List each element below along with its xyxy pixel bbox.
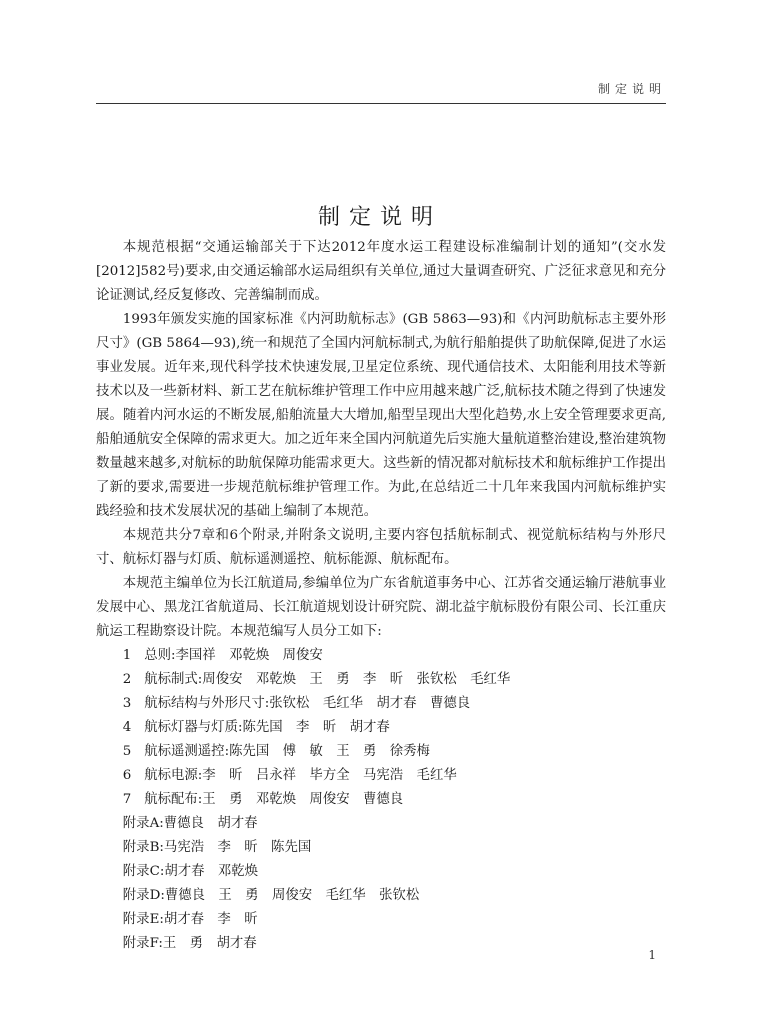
appendix-authors: 附录A:曹德良 胡才春	[122, 816, 258, 831]
appendix-authors: 附录C:胡才春 邓乾焕	[122, 864, 259, 879]
chapter-authors: 航标电源:李 昕 吕永祥 毕方全 马宪浩 毛红华	[144, 768, 457, 783]
paragraph: 本规范根据“交通运输部关于下达2012年度水运工程建设标准编制计划的通知”(交水发[2012]582号)要求,由交通运输部水运局组织有关单位,通过大量调查研究、广泛征求意见和充分论证测试,经反复修改、完善编制而成。	[96, 240, 666, 303]
body-text	[96, 236, 666, 956]
chapter-number: 2	[122, 672, 132, 687]
appendix-authors: 附录D:曹德良 王 勇 周俊安 毛红华 张钦松	[122, 888, 420, 903]
list-item	[96, 788, 666, 812]
page-title: 制定说明	[317, 205, 442, 230]
header-rule	[96, 103, 666, 104]
running-header: 制定说明	[597, 82, 666, 96]
list-item	[96, 644, 666, 668]
list-item	[96, 740, 666, 764]
appendix-authors: 附录F:王 勇 胡才春	[122, 936, 257, 951]
page-number: 1	[648, 948, 656, 962]
paragraph: 本规范共分7章和6个附录,并附条文说明,主要内容包括航标制式、视觉航标结构与外形尺寸、航标灯器与灯质、航标遥测遥控、航标能源、航标配布。	[96, 528, 666, 567]
chapter-number: 5	[122, 744, 132, 759]
appendix-authors-list	[96, 812, 666, 956]
appendix-authors: 附录B:马宪浩 李 昕 陈先国	[122, 840, 312, 855]
chapter-number: 3	[122, 696, 132, 711]
chapter-authors: 航标配布:王 勇 邓乾焕 周俊安 曹德良	[144, 792, 404, 807]
chapter-number: 6	[122, 768, 132, 783]
chapter-number: 7	[122, 792, 132, 807]
chapter-number: 1	[122, 648, 132, 663]
chapter-authors: 航标结构与外形尺寸:张钦松 毛红华 胡才春 曹德良	[144, 696, 471, 711]
chapter-authors: 航标制式:周俊安 邓乾焕 王 勇 李 昕 张钦松 毛红华	[144, 672, 511, 687]
chapter-number: 4	[122, 720, 132, 735]
appendix-authors: 附录E:胡才春 李 昕	[122, 912, 258, 927]
chapter-authors-list	[96, 644, 666, 812]
list-item	[96, 692, 666, 716]
list-item	[96, 668, 666, 692]
paragraph: 本规范主编单位为长江航道局,参编单位为广东省航道事务中心、江苏省交通运输厅港航事业发展中心、黑龙江省航道局、长江航道规划设计研究院、湖北益宇航标股份有限公司、长江重庆航运工程勘察设计院。本规范编写人员分工如下:	[96, 576, 666, 639]
chapter-authors: 航标灯器与灯质:陈先国 李 昕 胡才春	[144, 720, 390, 735]
chapter-authors: 总则:李国祥 邓乾焕 周俊安	[144, 648, 323, 663]
list-item	[96, 716, 666, 740]
paragraph: 1993年颁发实施的国家标准《内河助航标志》(GB 5863—93)和《内河助航标志主要外形尺寸》(GB 5864—93),统一和规范了全国内河航标制式,为航行船舶提供了助航保障,促进了水运事业发展。近年来,现代科学技术快速发展,卫星定位系统、现代通信技术、太阳能利用技术等新技术以及一些新材料、新工艺在航标维护管理工作中应用越来越广泛,航标技术随之得到了快速发展。随着内河水运的不断发展,船舶流量大大增加,船型呈现出大型化趋势,水上安全管理要求更高,船舶通航安全保障的需求更大。加之近年来全国内河航道先后实施大量航道整治建设,整治建筑物数量越来越多,对航标的助航保障功能需求更大。这些新的情况都对航标技术和航标维护工作提出了新的要求,需要进一步规范航标维护管理工作。为此,在总结近二十几年来我国内河航标维护实践经验和技术发展状况的基础上编制了本规范。	[96, 312, 666, 519]
chapter-authors: 航标遥测遥控:陈先国 傅 敏 王 勇 徐秀梅	[144, 744, 430, 759]
list-item	[96, 764, 666, 788]
